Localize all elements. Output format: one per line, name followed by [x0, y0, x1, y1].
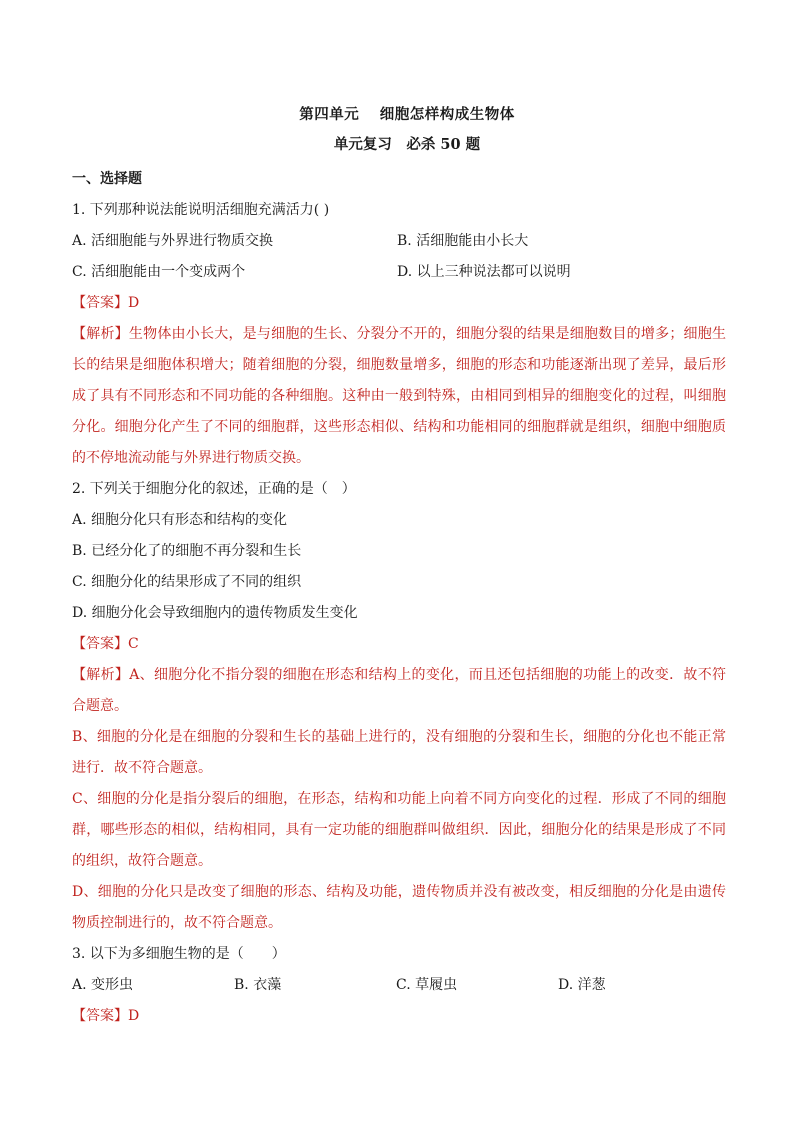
question-1-options-row-2 [72, 257, 726, 288]
analysis-text: A、细胞分化不指分裂的细胞在形态和结构上的变化，而且还包括细胞的功能上的改变．故不符合题意。 [72, 667, 727, 714]
unit-subtitle: 单元复习 必杀 50 题 [333, 136, 481, 153]
question-1-option-d: D. 以上三种说法都可以说明 [397, 264, 571, 280]
answer-value: D [128, 295, 140, 311]
question-1-options-row-1 [72, 226, 726, 257]
question-3-option-a: A. 变形虫 [72, 977, 134, 993]
question-3-option-b: B. 衣藻 [234, 977, 282, 993]
question-1-option-b: B. 活细胞能由小长大 [397, 233, 529, 249]
question-3-option-d: D. 洋葱 [558, 977, 606, 993]
answer-tag: 【答案】 [72, 295, 128, 311]
question-2-option-a: A. 细胞分化只有形态和结构的变化 [72, 512, 288, 528]
question-2-option-d: D. 细胞分化会导致细胞内的遗传物质发生变化 [72, 605, 358, 621]
analysis-text: 生物体由小长大，是与细胞的生长、分裂分不开的，细胞分裂的结果是细胞数目的增多；细胞生长的结果是细胞体积增大；随着细胞的分裂，细胞数量增多，细胞的形态和功能逐渐出现了差异，最后形成了具有不同形态和不同功能的各种细胞。这种由一般到特殊，由相同到相异的细胞变化的过程，叫细胞分化。细胞分化产生了不同的细胞群，这些形态相似、结构和功能相同的细胞群就是组织，细胞中细胞质的不停地流动能与外界进行物质交换。 [72, 326, 726, 466]
analysis-tag: 【解析】 [72, 667, 130, 683]
question-2-analysis-d: D、细胞的分化只是改变了细胞的形态、结构及功能，遗传物质并没有被改变，相反细胞的分化是由遗传物质控制进行的，故不符合题意。 [72, 884, 726, 931]
answer-value: D [128, 1008, 140, 1024]
answer-value: C [128, 636, 139, 652]
question-3-stem: 3. 以下为多细胞生物的是（ ） [72, 946, 286, 962]
question-1-option-a: A. 活细胞能与外界进行物质交换 [72, 233, 274, 249]
question-1-stem: 1. 下列那种说法能说明活细胞充满活力( ) [72, 202, 330, 218]
question-2-analysis-a [72, 660, 726, 722]
question-2-option-b: B. 已经分化了的细胞不再分裂和生长 [72, 543, 302, 559]
section-heading: 一、选择题 [72, 171, 142, 187]
question-3-options-row [72, 970, 726, 1001]
question-2-option-c: C. 细胞分化的结果形成了不同的组织 [72, 574, 302, 590]
question-1-option-c: C. 活细胞能由一个变成两个 [72, 264, 246, 280]
question-3-option-c: C. 草履虫 [396, 977, 458, 993]
question-1-answer [72, 288, 726, 319]
document-body [72, 164, 726, 1032]
question-2-answer [72, 629, 726, 660]
unit-title: 第四单元 细胞怎样构成生物体 [299, 106, 515, 123]
answer-tag: 【答案】 [72, 1008, 128, 1024]
question-1-analysis [72, 319, 726, 474]
question-2-stem: 2. 下列关于细胞分化的叙述，正确的是（ ） [72, 481, 356, 497]
answer-tag: 【答案】 [72, 636, 128, 652]
question-2-analysis-b: B、细胞的分化是在细胞的分裂和生长的基础上进行的，没有细胞的分裂和生长，细胞的分化也不能正常进行．故不符合题意。 [72, 729, 726, 776]
question-3-answer [72, 1001, 726, 1032]
analysis-tag: 【解析】 [72, 326, 129, 342]
question-2-analysis-c: C、细胞的分化是指分裂后的细胞，在形态，结构和功能上向着不同方向变化的过程．形成了不同的细胞群，哪些形态的相似，结构相同，具有一定功能的细胞群叫做组织．因此，细胞分化的结果是形成了不同的组织，故符合题意。 [72, 791, 726, 869]
